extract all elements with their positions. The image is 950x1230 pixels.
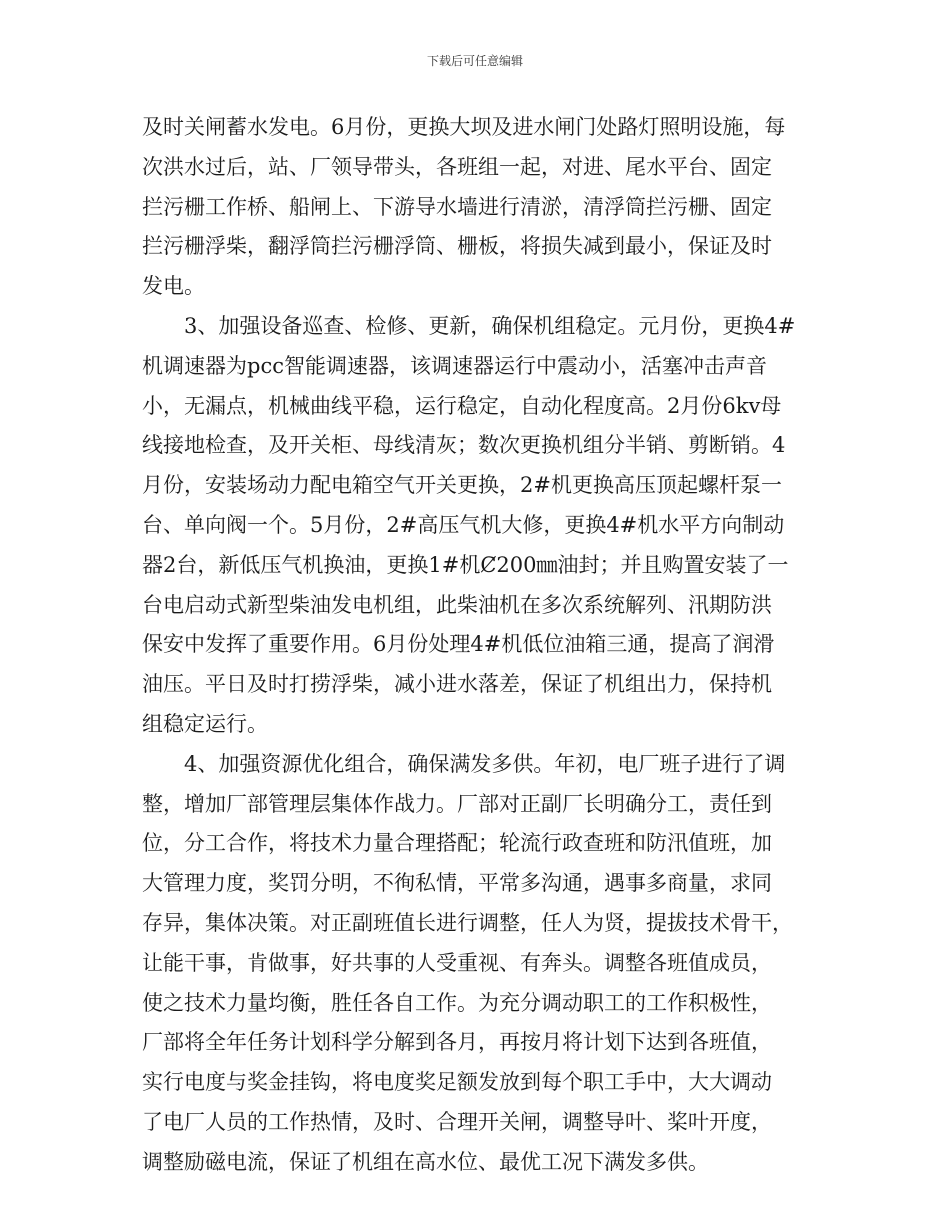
text-line: 使之技术力量均衡，胜任各自工作。为充分调动职工的工作积极性，: [142, 990, 772, 1015]
text-line: 线接地检查，及开关柜、母线清灰；数次更换机组分半销、剪断销。4: [142, 433, 786, 458]
page-header: 下载后可任意编辑: [426, 54, 523, 68]
text-line: 器2台，新低压气机换油，更换1#机Ȼ200㎜油封；并且购置安装了一: [142, 552, 789, 577]
text-line: 让能干事，肯做事，好共事的人受重视、有奔头。调整各班值成员，: [142, 950, 772, 975]
text-line: 拦污栅工作桥、船闸上、下游导水墙进行清淤，清浮筒拦污栅、固定: [142, 194, 772, 219]
text-line: 存异，集体决策。对正副班值长进行调整，任人为贤，提拔技术骨干，: [142, 910, 793, 935]
paragraph-3: [142, 745, 802, 1183]
text-line: 台、单向阀一个。5月份，2#高压气机大修，更换4#机水平方向制动: [142, 512, 785, 537]
text-line: 位，分工合作，将技术力量合理搭配；轮流行政查班和防汛值班，加: [142, 831, 772, 856]
text-line: 油压。平日及时打捞浮柴，减小进水落差，保证了机组出力，保持机: [142, 672, 772, 697]
text-line: 大管理力度，奖罚分明，不徇私情，平常多沟通，遇事多商量，求同: [142, 871, 772, 896]
text-line: 拦污栅浮柴，翻浮筒拦污栅浮筒、栅板，将损失减到最小，保证及时: [142, 234, 772, 259]
paragraph-1: [142, 108, 802, 307]
text-line: 组稳定运行。: [142, 711, 268, 736]
text-line: 小，无漏点，机械曲线平稳，运行稳定，自动化程度高。2月份6kv母: [142, 393, 782, 418]
text-line: 厂部将全年任务计划科学分解到各月，再按月将计划下达到各班值，: [142, 1030, 772, 1055]
text-line: 3、加强设备巡查、检修、更新，确保机组稳定。元月份，更换4#: [184, 313, 796, 338]
text-line: 4、加强资源优化组合，确保满发多供。年初，电厂班子进行了调: [184, 751, 786, 776]
text-line: 调整励磁电流，保证了机组在高水位、最优工况下满发多供。: [142, 1149, 709, 1174]
text-line: 实行电度与奖金挂钩，将电度奖足额发放到每个职工手中，大大调动: [142, 1070, 772, 1095]
text-line: 及时关闸蓄水发电。6月份，更换大坝及进水闸门处路灯照明设施，每: [142, 115, 786, 139]
text-line: 保安中发挥了重要作用。6月份处理4#机低位油箱三通，提高了润滑: [142, 632, 775, 657]
text-line: 月份，安装场动力配电箱空气开关更换，2#机更换高压顶起螺杆泵一: [142, 473, 782, 498]
text-line: 发电。: [142, 274, 205, 299]
paragraph-2: [142, 307, 802, 745]
text-line: 了电厂人员的工作热情，及时、合理开关闸，调整导叶、桨叶开度，: [142, 1109, 772, 1134]
text-line: 次洪水过后，站、厂领导带头，各班组一起，对进、尾水平台、固定: [142, 154, 772, 179]
text-line: 台电启动式新型柴油发电机组，此柴油机在多次系统解列、汛期防洪: [142, 592, 772, 617]
document-body: [142, 108, 802, 1183]
text-line: 机调速器为pcc智能调速器，该调速器运行中震动小，活塞冲击声音: [142, 353, 767, 378]
text-line: 整，增加厂部管理层集体作战力。厂部对正副厂长明确分工，责任到: [142, 791, 772, 816]
